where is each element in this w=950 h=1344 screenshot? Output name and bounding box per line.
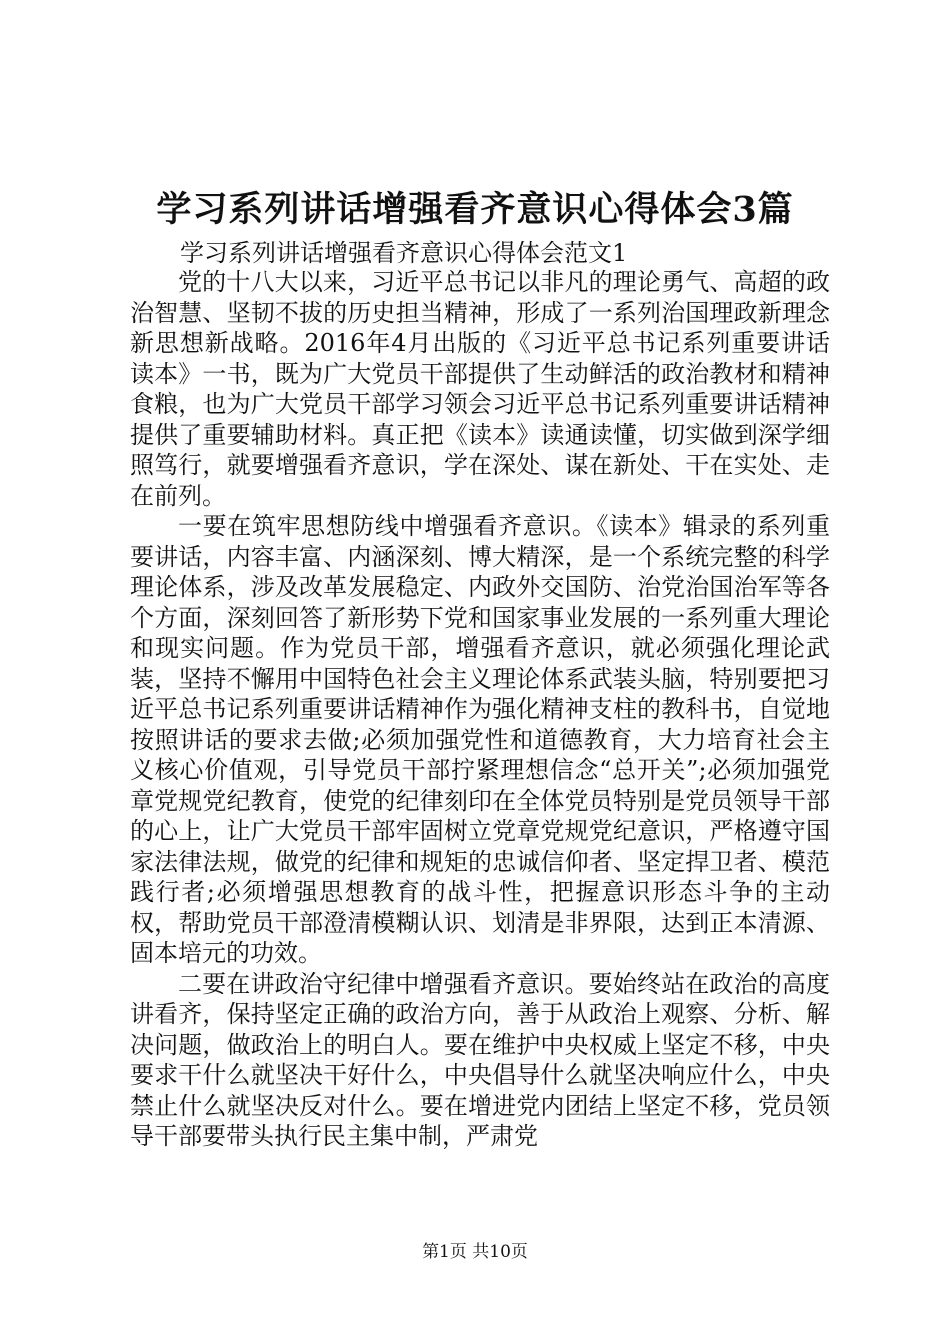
page-footer: 第1页 共10页 xyxy=(422,1242,528,1262)
document-subtitle: 学习系列讲话增强看齐意识心得体会范文1 xyxy=(180,239,628,267)
document-title: 学习系列讲话增强看齐意识心得体会3篇 xyxy=(156,189,794,230)
paragraph-1: 党的十八大以来，习近平总书记以非凡的理论勇气、高超的政治智慧、坚韧不拔的历史担当精神，形成了一系列治国理政新理念新思想新战略。2016年4月出版的《习近平总书记系列重要讲话读本》一书，既为广大党员干部提供了生动鲜活的政治教材和精神食粮，也为广大党员干部学习领会习近平总书记系列重要讲话精神提供了重要辅助材料。真正把《读本》读通读懂，切实做到深学细照笃行，就要增强看齐意识，学在深处、谋在新处、干在实处、走在前列。 xyxy=(130,268,830,510)
paragraph-2: 一要在筑牢思想防线中增强看齐意识。《读本》辑录的系列重要讲话，内容丰富、内涵深刻、博大精深，是一个系统完整的科学理论体系，涉及改革发展稳定、内政外交国防、治党治国治军等各个方面，深刻回答了新形势下党和国家事业发展的一系列重大理论和现实问题。作为党员干部，增强看齐意识，就必须强化理论武装，坚持不懈用中国特色社会主义理论体系武装头脑，特别要把习近平总书记系列重要讲话精神作为强化精神支柱的教科书，自觉地按照讲话的要求去做;必须加强党性和道德教育，大力培育社会主义核心价值观，引导党员干部拧紧理想信念“总开关”;必须加强党章党规党纪教育，使党的纪律刻印在全体党员特别是党员领导干部的心上，让广大党员干部牢固树立党章党规党纪意识，严格遵守国家法律法规，做党的纪律和规矩的忠诚信仰者、坚定捍卫者、模范践行者;必须增强思想教育的战斗性，把握意识形态斗争的主动权，帮助党员干部澄清模糊认识、划清是非界限，达到正本清源、固本培元的功效。 xyxy=(130,512,830,967)
paragraph-3: 二要在讲政治守纪律中增强看齐意识。要始终站在政治的高度讲看齐，保持坚定正确的政治方向，善于从政治上观察、分析、解决问题，做政治上的明白人。要在维护中央权威上坚定不移，中央要求干什么就坚决干好什么，中央倡导什么就坚决响应什么，中央禁止什么就坚决反对什么。要在增进党内团结上坚定不移，党员领导干部要带头执行民主集中制，严肃党 xyxy=(130,969,830,1150)
document-body xyxy=(130,267,830,1152)
